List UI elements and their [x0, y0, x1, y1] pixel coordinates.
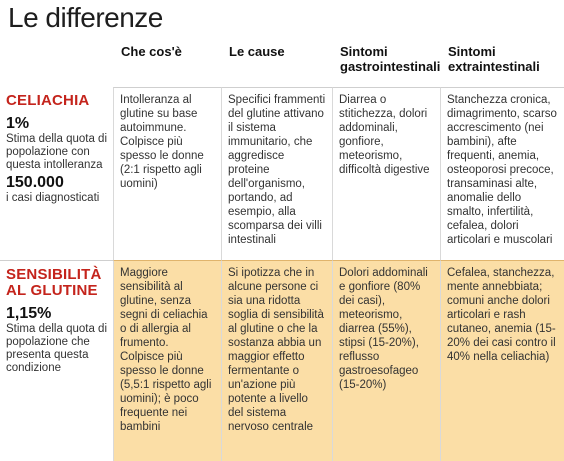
celiachia-count-desc: i casi diagnosticati: [6, 192, 100, 204]
celiachia-count: 150.000: [6, 174, 64, 191]
sensibilita-what: Maggiore sensibilità al glutine, senza segni di celiachia o di allergia al frumento. Colpisce più spesso le donne (5,5:1 rispetto agli uomini); è poco frequente nei bambini: [113, 260, 221, 461]
header-what: Che cos'è: [113, 38, 221, 87]
celiachia-gi: Diarrea o stitichezza, dolori addominali, gonfiore, meteorismo, difficoltà digestive: [332, 87, 440, 260]
sensibilita-extra: Cefalea, stanchezza, mente annebbiata; comuni anche dolori articolari e rash cutaneo, anemia (15-20% dei casi contro il 40% nella celiachia): [440, 260, 564, 461]
sensibilita-label: [0, 260, 113, 461]
header-empty: [0, 38, 113, 87]
sensibilita-gi: Dolori addominali e gonfiore (80% dei casi), meteorismo, diarrea (55%), stipsi (15-20%), reflusso gastroesofageo (15-20%): [332, 260, 440, 461]
celiachia-title: CELIACHIA: [6, 92, 90, 109]
comparison-table: [0, 38, 564, 461]
sensibilita-causes: Si ipotizza che in alcune persone ci sia una ridotta soglia di sensibilità al glutine o che la sostanza abbia un maggior effetto fermentante o un'azione più potente a livello del sistema nervoso centrale: [221, 260, 332, 461]
sensibilita-title: SENSIBILITÀ AL GLUTINE: [6, 266, 102, 299]
header-causes: Le cause: [221, 38, 332, 87]
page-title: Le differenze: [8, 2, 163, 33]
celiachia-causes: Specifici frammenti del glutine attivano il sistema immunitario, che aggredisce proteine dell'organismo, portando, ad esempio, alla scomparsa dei villi intestinali: [221, 87, 332, 260]
celiachia-extra: Stanchezza cronica, dimagrimento, scarso accrescimento (nei bambini), afte frequenti, anemia, osteoporosi precoce, transaminasi alte, anomalie dello smalto, infertilità, cefalea, dolori articolari e muscolari: [440, 87, 564, 260]
sensibilita-pct: 1,15%: [6, 305, 52, 322]
celiachia-pct: 1%: [6, 115, 30, 132]
header-gi-symptoms: Sintomi gastrointestinali: [332, 38, 440, 87]
header-extra-symptoms: Sintomi extraintestinali: [440, 38, 564, 87]
celiachia-label: [0, 87, 113, 260]
sensibilita-pct-desc: Stima della quota di popolazione che presenta questa condizione: [6, 323, 108, 374]
celiachia-what: Intolleranza al glutine su base autoimmune. Colpisce più spesso le donne (2:1 rispetto agli uomini): [113, 87, 221, 260]
celiachia-pct-desc: Stima della quota di popolazione con questa intolleranza: [6, 133, 108, 171]
